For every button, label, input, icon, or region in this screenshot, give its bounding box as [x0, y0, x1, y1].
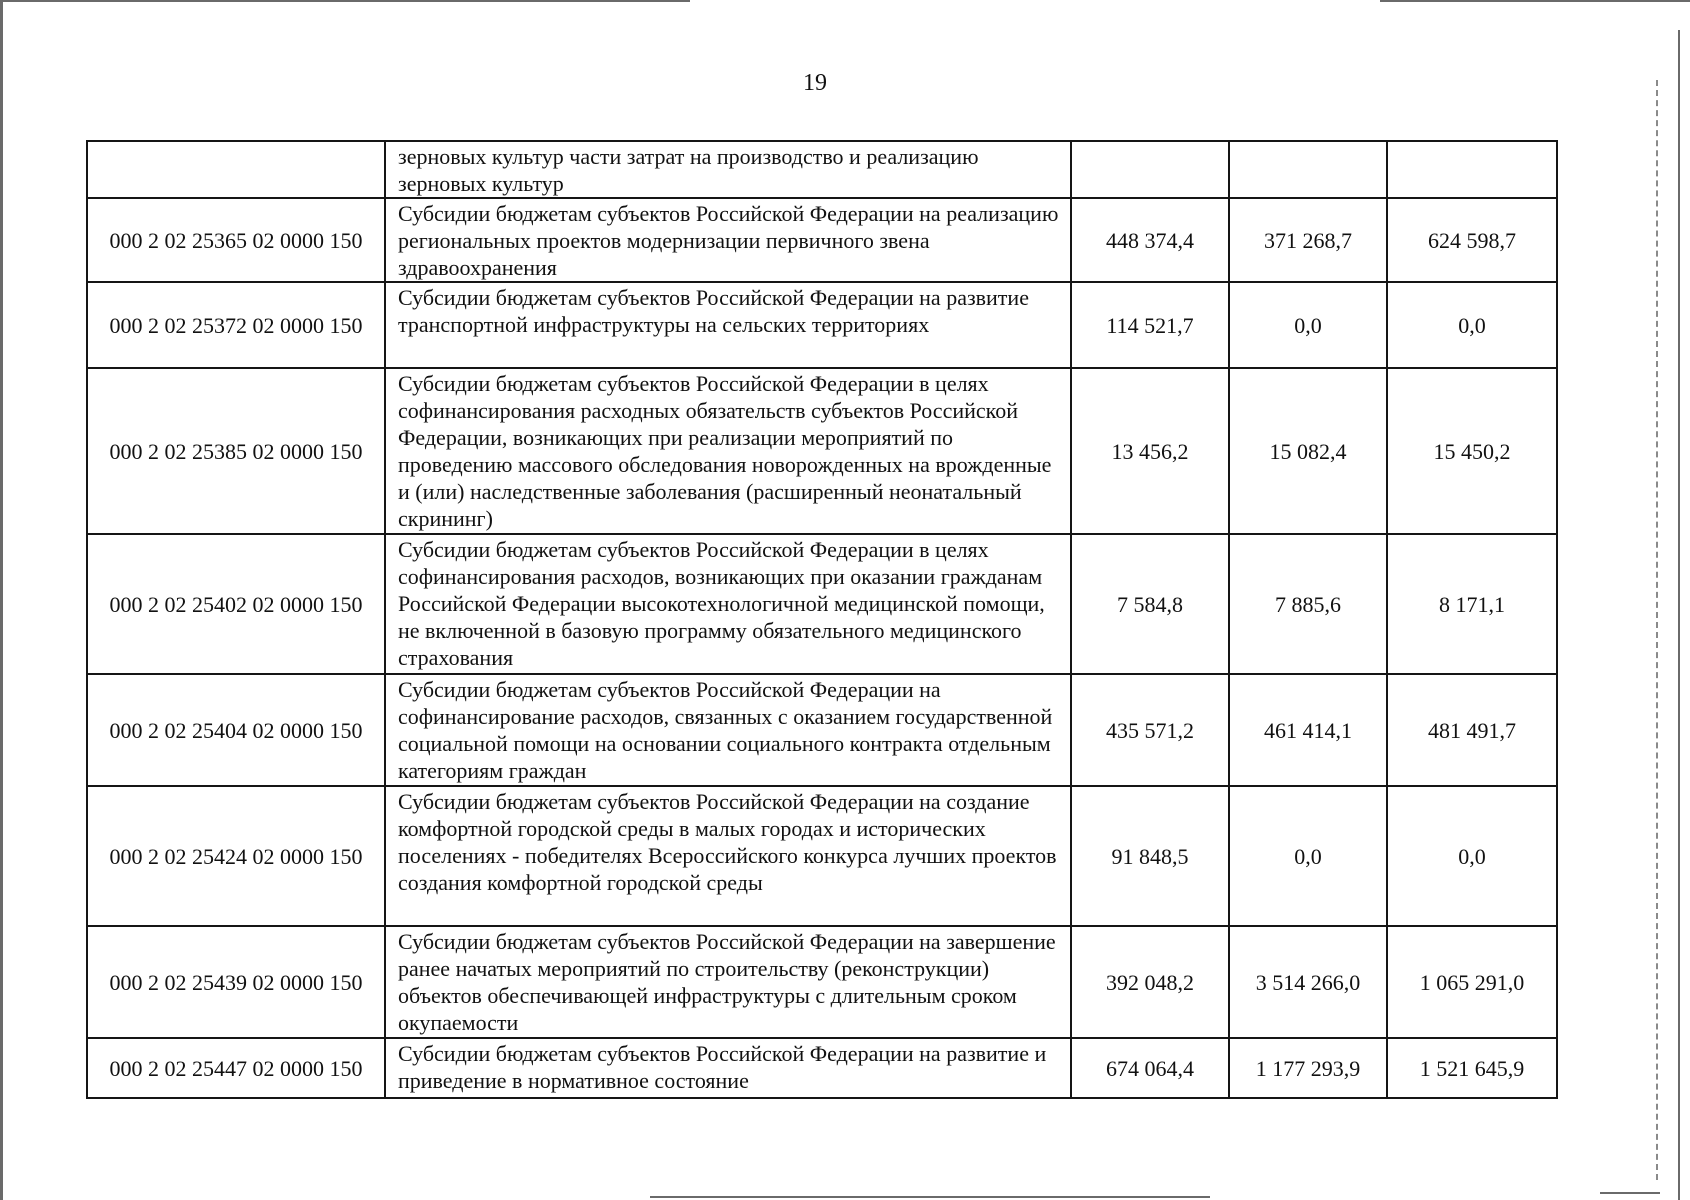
amount-cell-year3: 0,0 — [1387, 282, 1557, 368]
table-row — [87, 786, 1557, 926]
amount-cell-year3: 481 491,7 — [1387, 674, 1557, 786]
description-cell: Субсидии бюджетам субъектов Российской Федерации на создание комфортной городской среды в малых городах и исторических поселениях - победителях Всероссийского конкурса лучших проектов создания комфортной городской среды — [385, 786, 1071, 926]
description-cell: зерновых культур части затрат на производство и реализацию зерновых культур — [385, 141, 1071, 198]
amount-cell-year3: 1 065 291,0 — [1387, 926, 1557, 1038]
amount-cell-year2: 15 082,4 — [1229, 368, 1387, 534]
amount-cell-year1: 448 374,4 — [1071, 198, 1229, 282]
table-row — [87, 368, 1557, 534]
budget-code-cell: 000 2 02 25439 02 0000 150 — [87, 926, 385, 1038]
description-cell: Субсидии бюджетам субъектов Российской Федерации на реализацию региональных проектов модернизации первичного звена здравоохранения — [385, 198, 1071, 282]
scan-top-border — [0, 0, 690, 2]
amount-cell-year3: 8 171,1 — [1387, 534, 1557, 674]
scan-top-border-right — [1380, 0, 1690, 2]
amount-cell-year2: 1 177 293,9 — [1229, 1038, 1387, 1098]
amount-cell-year2: 0,0 — [1229, 282, 1387, 368]
description-cell: Субсидии бюджетам субъектов Российской Федерации на завершение ранее начатых мероприятий по строительству (реконструкции) объектов обеспечивающей инфраструктуры с длительным сроком окупаемости — [385, 926, 1071, 1038]
budget-table — [86, 140, 1558, 1099]
amount-cell-year2 — [1229, 141, 1387, 198]
description-cell: Субсидии бюджетам субъектов Российской Федерации на софинансирование расходов, связанных с оказанием государственной социальной помощи на основании социального контракта отдельным категориям граждан — [385, 674, 1071, 786]
amount-cell-year3: 0,0 — [1387, 786, 1557, 926]
table-row — [87, 198, 1557, 282]
amount-cell-year1: 114 521,7 — [1071, 282, 1229, 368]
table-row — [87, 674, 1557, 786]
amount-cell-year1: 7 584,8 — [1071, 534, 1229, 674]
description-cell: Субсидии бюджетам субъектов Российской Федерации на развитие транспортной инфраструктуры на сельских территориях — [385, 282, 1071, 368]
description-cell: Субсидии бюджетам субъектов Российской Федерации в целях софинансирования расходных обязательств субъектов Российской Федерации, возникающих при реализации мероприятий по проведению массового обследования новорожденных на врожденные и (или) наследственные заболевания (расширенный неонатальный скрининг) — [385, 368, 1071, 534]
table-row — [87, 141, 1557, 198]
table-row — [87, 282, 1557, 368]
scan-bottom-line-right — [1600, 1192, 1660, 1194]
scan-right-dashes — [1656, 80, 1658, 1180]
budget-code-cell: 000 2 02 25385 02 0000 150 — [87, 368, 385, 534]
table-row — [87, 534, 1557, 674]
amount-cell-year3 — [1387, 141, 1557, 198]
amount-cell-year1 — [1071, 141, 1229, 198]
table-row — [87, 926, 1557, 1038]
amount-cell-year2: 3 514 266,0 — [1229, 926, 1387, 1038]
budget-code-cell: 000 2 02 25365 02 0000 150 — [87, 198, 385, 282]
amount-cell-year3: 15 450,2 — [1387, 368, 1557, 534]
budget-code-cell: 000 2 02 25402 02 0000 150 — [87, 534, 385, 674]
budget-code-cell — [87, 141, 385, 198]
budget-code-cell: 000 2 02 25372 02 0000 150 — [87, 282, 385, 368]
budget-code-cell: 000 2 02 25447 02 0000 150 — [87, 1038, 385, 1098]
amount-cell-year1: 674 064,4 — [1071, 1038, 1229, 1098]
amount-cell-year2: 461 414,1 — [1229, 674, 1387, 786]
table-row — [87, 1038, 1557, 1098]
amount-cell-year2: 7 885,6 — [1229, 534, 1387, 674]
scan-bottom-line — [650, 1196, 1210, 1198]
amount-cell-year1: 13 456,2 — [1071, 368, 1229, 534]
budget-code-cell: 000 2 02 25424 02 0000 150 — [87, 786, 385, 926]
amount-cell-year3: 624 598,7 — [1387, 198, 1557, 282]
amount-cell-year1: 435 571,2 — [1071, 674, 1229, 786]
page-number: 19 — [803, 70, 827, 96]
amount-cell-year2: 0,0 — [1229, 786, 1387, 926]
scan-right-border — [1678, 30, 1680, 1200]
amount-cell-year2: 371 268,7 — [1229, 198, 1387, 282]
description-cell: Субсидии бюджетам субъектов Российской Федерации на развитие и приведение в нормативное состояние — [385, 1038, 1071, 1098]
amount-cell-year3: 1 521 645,9 — [1387, 1038, 1557, 1098]
budget-code-cell: 000 2 02 25404 02 0000 150 — [87, 674, 385, 786]
scan-left-border — [0, 0, 3, 1200]
description-cell: Субсидии бюджетам субъектов Российской Федерации в целях софинансирования расходов, возникающих при оказании гражданам Российской Федерации высокотехнологичной медицинской помощи, не включенной в базовую программу обязательного медицинского страхования — [385, 534, 1071, 674]
amount-cell-year1: 91 848,5 — [1071, 786, 1229, 926]
amount-cell-year1: 392 048,2 — [1071, 926, 1229, 1038]
